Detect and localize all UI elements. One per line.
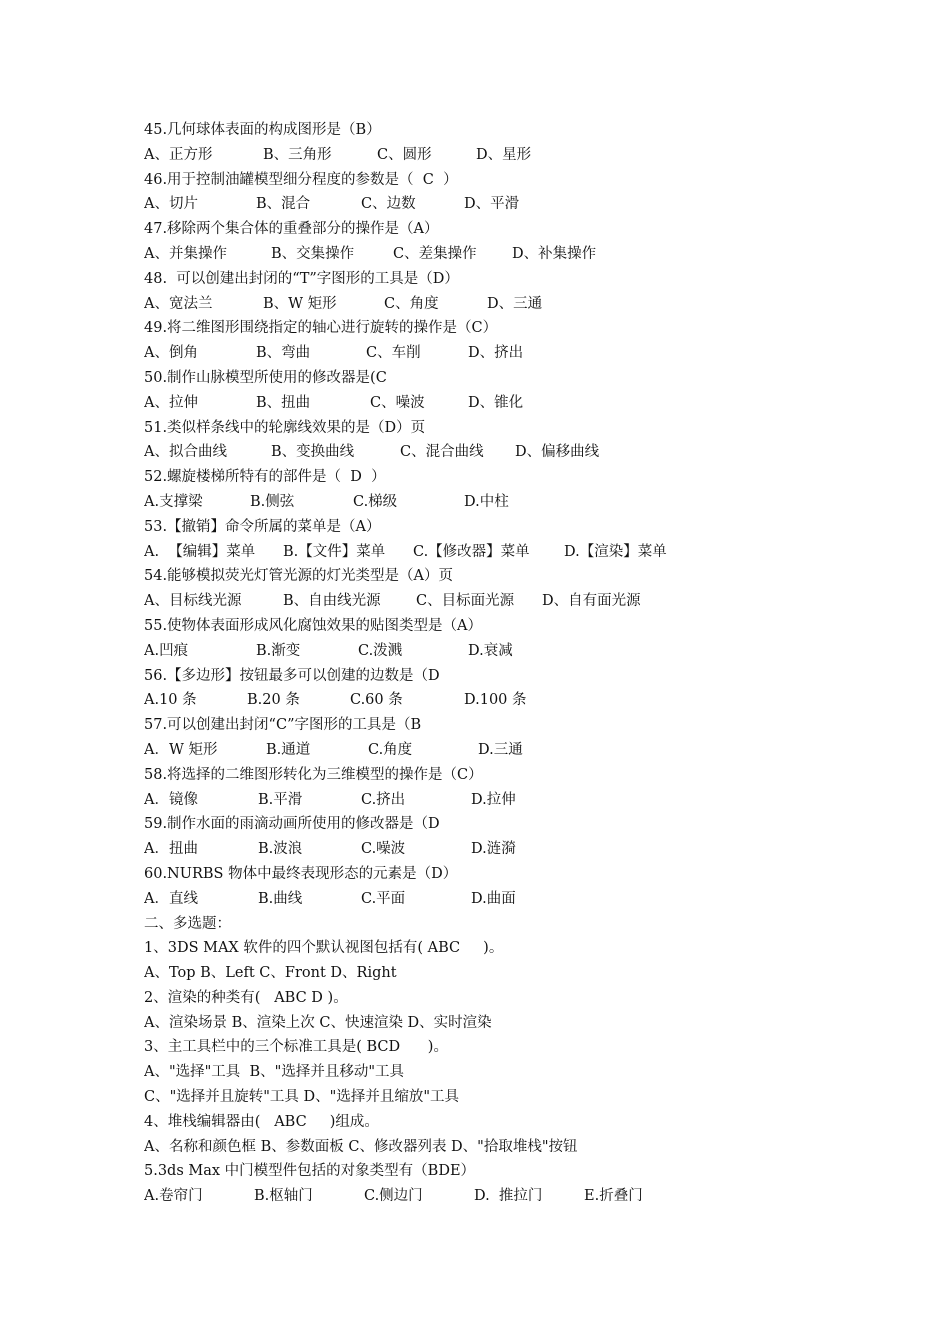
answer-option: B、自由线光源 (283, 593, 381, 610)
option-row (144, 242, 864, 267)
answer-option: A.10 条 (144, 692, 197, 709)
answer-option: D. 推拉门 (474, 1188, 543, 1205)
answer-option: C、目标面光源 (416, 593, 515, 610)
answer-option: B.曲线 (258, 890, 303, 907)
answer-option: D、自有面光源 (542, 593, 641, 610)
answer-option: B、W 矩形 (263, 295, 337, 312)
answer-option: C.侧边门 (364, 1188, 423, 1205)
answer-option: B.平滑 (258, 791, 303, 808)
answer-option: E.折叠门 (584, 1188, 643, 1205)
answer-option: A．镜像 (144, 791, 198, 808)
answer-option: D.【渲染】菜单 (564, 543, 667, 560)
answer-option: B、三角形 (263, 146, 332, 163)
answer-option: D、平滑 (464, 196, 520, 213)
answer-option: D.100 条 (464, 692, 527, 709)
answer-option: B、混合 (256, 196, 311, 213)
answer-option: A、目标线光源 (144, 593, 242, 610)
option-row (144, 688, 864, 713)
option-row (144, 440, 864, 465)
option-row (144, 192, 864, 217)
question-line: 1、3DS MAX 软件的四个默认视图包括有( ABC )。 (144, 940, 504, 957)
answer-option: D、偏移曲线 (515, 444, 600, 461)
answer-option: D、补集操作 (512, 245, 597, 262)
answer-option: A、宽法兰 (144, 295, 213, 312)
question-line: A、"选择"工具 B、"选择并且移动"工具 (144, 1064, 405, 1081)
question-line: 55.使物体表面形成风化腐蚀效果的贴图类型是（A） (144, 617, 483, 634)
answer-option: A.凹痕 (144, 642, 189, 659)
answer-option: C.挤出 (361, 791, 406, 808)
question-line: 59.制作水面的雨滴动画所使用的修改器是（D (144, 816, 440, 833)
question-line: 二、多选题： (144, 915, 231, 932)
answer-option: C、噪波 (370, 394, 425, 411)
answer-option: B、交集操作 (271, 245, 355, 262)
question-line: C、"选择并且旋转"工具 D、"选择并且缩放"工具 (144, 1089, 460, 1106)
question-line: 46.用于控制油罐模型细分程度的参数是（ C ） (144, 171, 458, 188)
answer-option: A. 【编辑】菜单 (144, 543, 256, 560)
answer-option: C.噪波 (361, 841, 406, 858)
question-list (144, 118, 864, 1209)
question-line: 56.【多边形】按钮最多可以创建的边数是（D (144, 667, 440, 684)
answer-option: C、边数 (361, 196, 416, 213)
answer-option: D、锥化 (468, 394, 524, 411)
question-line: 50.制作山脉模型所使用的修改器是(C (144, 369, 387, 386)
answer-option: D.衰减 (468, 642, 513, 659)
question-line: A、名称和颜色框 B、参数面板 C、修改器列表 D、"拾取堆栈"按钮 (144, 1138, 578, 1155)
answer-option: B.枢轴门 (254, 1188, 313, 1205)
option-row (144, 639, 864, 664)
answer-option: D、三通 (487, 295, 543, 312)
option-row (144, 341, 864, 366)
answer-option: B、扭曲 (256, 394, 311, 411)
question-line: 60.NURBS 物体中最终表现形态的元素是（D） (144, 865, 458, 882)
question-line: 52.螺旋楼梯所特有的部件是（ D ） (144, 469, 386, 486)
answer-option: D.拉伸 (471, 791, 516, 808)
answer-option: D.三通 (478, 741, 523, 758)
option-row (144, 391, 864, 416)
answer-option: D、星形 (476, 146, 532, 163)
question-line: 58.将选择的二维图形转化为三维模型的操作是（C） (144, 766, 483, 783)
answer-option: B、变换曲线 (271, 444, 355, 461)
answer-option: C.角度 (368, 741, 413, 758)
answer-option: A．W 矩形 (144, 741, 218, 758)
answer-option: A.支撑梁 (144, 493, 203, 510)
answer-option: C、圆形 (377, 146, 432, 163)
answer-option: B.波浪 (258, 841, 303, 858)
question-line: A、Top B、Left C、Front D、Right (144, 965, 397, 982)
answer-option: A．直线 (144, 890, 198, 907)
question-line: 53.【撤销】命令所属的菜单是（A） (144, 518, 381, 535)
answer-option: D.中柱 (464, 493, 509, 510)
question-line: 3、主工具栏中的三个标准工具是( BCD )。 (144, 1039, 448, 1056)
question-line: 4、堆栈编辑器由( ABC )组成。 (144, 1113, 379, 1130)
answer-option: B.侧弦 (250, 493, 295, 510)
answer-option: C、角度 (384, 295, 439, 312)
answer-option: A.卷帘门 (144, 1188, 203, 1205)
answer-option: A、并集操作 (144, 245, 227, 262)
answer-option: C.60 条 (350, 692, 403, 709)
option-row (144, 788, 864, 813)
answer-option: B.20 条 (247, 692, 300, 709)
option-row (144, 490, 864, 515)
option-row (144, 540, 864, 565)
answer-option: D.曲面 (471, 890, 516, 907)
answer-option: A、正方形 (144, 146, 213, 163)
question-line: 45.几何球体表面的构成图形是（B） (144, 122, 381, 138)
option-row (144, 143, 864, 168)
answer-option: B.【文件】菜单 (283, 543, 386, 560)
answer-option: A、拉伸 (144, 394, 198, 411)
answer-option: C、混合曲线 (400, 444, 484, 461)
answer-option: C.泼溅 (358, 642, 403, 659)
answer-option: B.通道 (266, 741, 311, 758)
option-row (144, 1184, 864, 1209)
question-line: 57.可以创建出封闭“C”字图形的工具是（B (144, 717, 422, 734)
question-line: 51.类似样条线中的轮廓线效果的是（D）页 (144, 419, 426, 436)
answer-option: A、拟合曲线 (144, 444, 227, 461)
question-line: 49.将二维图形围绕指定的轴心进行旋转的操作是（C） (144, 320, 498, 337)
question-line: 47.移除两个集合体的重叠部分的操作是（A） (144, 221, 439, 238)
answer-option: D.涟漪 (471, 841, 516, 858)
answer-option: C、差集操作 (393, 245, 477, 262)
question-line: 54.能够模拟荧光灯管光源的灯光类型是（A）页 (144, 568, 454, 585)
answer-option: A．扭曲 (144, 841, 198, 858)
answer-option: B、弯曲 (256, 345, 311, 362)
option-row (144, 292, 864, 317)
answer-option: C.【修改器】菜单 (413, 543, 530, 560)
answer-option: B.渐变 (256, 642, 301, 659)
option-row (144, 738, 864, 763)
option-row (144, 887, 864, 912)
question-line: 48. 可以创建出封闭的“T”字图形的工具是（D） (144, 270, 459, 287)
answer-option: A、切片 (144, 196, 198, 213)
question-line: A、渲染场景 B、渲染上次 C、快速渲染 D、实时渲染 (144, 1014, 492, 1031)
question-line: 2、渲染的种类有( ABC D )。 (144, 989, 348, 1006)
option-row (144, 589, 864, 614)
answer-option: C.梯级 (353, 493, 398, 510)
answer-option: C.平面 (361, 890, 406, 907)
answer-option: C、车削 (366, 345, 421, 362)
answer-option: A、倒角 (144, 345, 198, 362)
question-line: 5.3ds Max 中门模型件包括的对象类型有（BDE） (144, 1163, 476, 1180)
option-row (144, 837, 864, 862)
answer-option: D、挤出 (468, 345, 524, 362)
